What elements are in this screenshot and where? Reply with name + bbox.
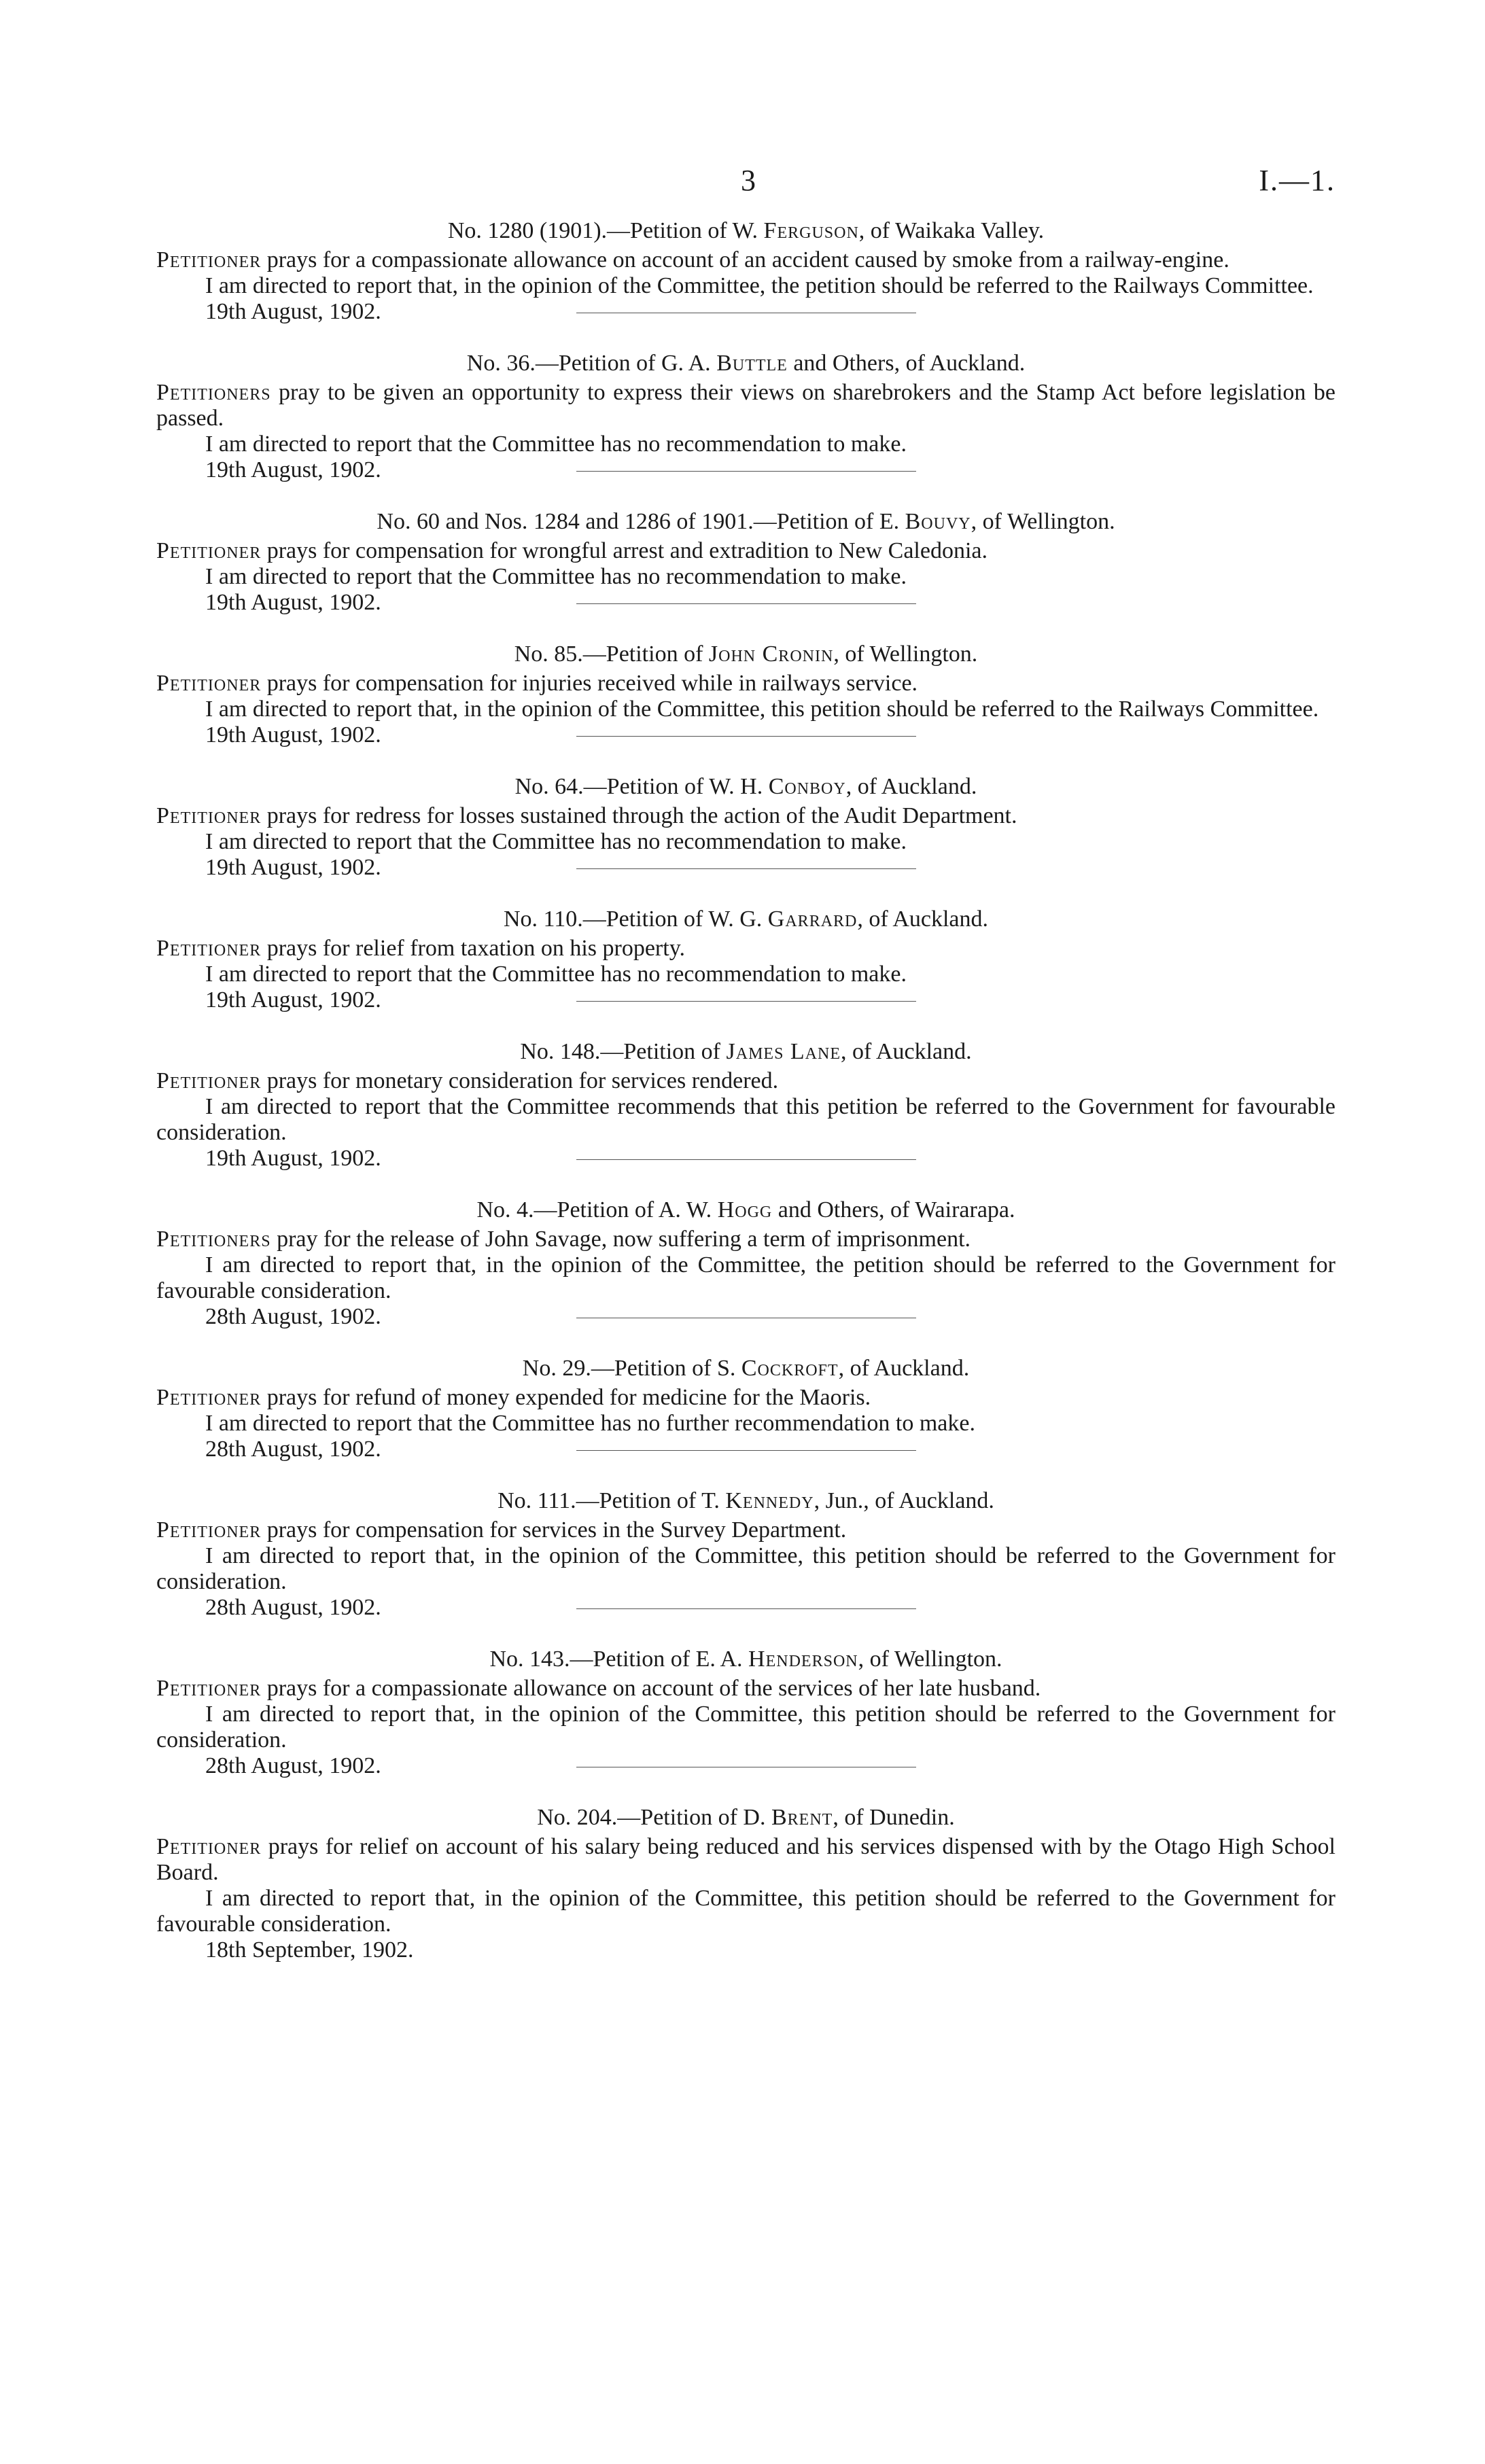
petition-prayer-text: prays for redress for losses sustained through the action of the Audit Department. xyxy=(261,803,1017,828)
petition-prayer-text: prays for compensation for injuries received while in railways service. xyxy=(261,671,918,696)
committee-report: I am directed to report that the Committee has no recommendation to make. xyxy=(205,962,907,987)
petition-lead-word: Petitioner xyxy=(156,1517,262,1543)
petition-title xyxy=(156,641,1335,668)
petition-title-prefix: No. 148.—Petition of xyxy=(520,1039,727,1064)
petition-title-suffix: , of Auckland. xyxy=(845,774,977,799)
committee-report: I am directed to report that, in the opinion of the Committee, this petition should be referred to the Government for consideration. xyxy=(156,1543,1335,1594)
petition-prayer-text: prays for relief from taxation on his property. xyxy=(261,936,685,961)
petition-prayer-text: prays for compensation for wrongful arrest and extradition to New Caledonia. xyxy=(261,538,988,563)
committee-report: I am directed to report that, in the opinion of the Committee, this petition should be referred to the Government for consideration. xyxy=(156,1702,1335,1753)
section-divider xyxy=(576,1159,916,1160)
petition-title xyxy=(156,906,1335,933)
report-date: 28th August, 1902. xyxy=(205,1304,381,1329)
committee-report: I am directed to report that, in the opinion of the Committee, the petition should be referred to the Government for favourable consideration. xyxy=(156,1252,1335,1303)
petition-lead-word: Petitioner xyxy=(156,1385,262,1410)
petition-lead-word: Petitioner xyxy=(156,247,262,272)
petitioner-name: John Cronin xyxy=(708,641,834,667)
petition-title-suffix: , of Auckland. xyxy=(857,907,989,932)
committee-report: I am directed to report that the Committee has no recommendation to make. xyxy=(205,829,907,854)
petition-title-suffix: , of Auckland. xyxy=(838,1356,970,1381)
petition-lead-word: Petitioner xyxy=(156,803,262,828)
section-divider xyxy=(576,1001,916,1002)
committee-report: I am directed to report that, in the opinion of the Committee, the petition should be referred to the Railways Committee. xyxy=(205,273,1314,298)
committee-report: I am directed to report that, in the opinion of the Committee, this petition should be referred to the Railways Committee. xyxy=(205,697,1319,722)
petition-prayer xyxy=(156,671,1335,697)
section-divider xyxy=(576,1450,916,1451)
petition-entry xyxy=(156,508,1335,641)
report-date: 28th August, 1902. xyxy=(205,1437,381,1462)
report-date: 28th August, 1902. xyxy=(205,1753,381,1778)
petition-title-prefix: No. 64.—Petition of W. H. xyxy=(514,774,769,799)
petition-title xyxy=(156,1355,1335,1382)
petition-entry xyxy=(156,350,1335,508)
section-gap xyxy=(156,325,1335,350)
committee-report: I am directed to report that the Committee has no recommendation to make. xyxy=(205,564,907,589)
petition-title-suffix: , of Wellington. xyxy=(858,1647,1002,1672)
petition-lead-word: Petitioner xyxy=(156,1068,262,1093)
section-gap xyxy=(156,1621,1335,1646)
petitioner-name: Henderson xyxy=(748,1647,858,1672)
document-reference: I.—1. xyxy=(1259,164,1335,197)
section-gap xyxy=(156,1780,1335,1804)
section-gap xyxy=(156,1172,1335,1197)
petition-prayer-text: pray for the release of John Savage, now suffering a term of imprisonment. xyxy=(270,1227,971,1252)
petition-prayer xyxy=(156,538,1335,564)
petition-lead-word: Petitioners xyxy=(156,380,271,405)
petition-lead-word: Petitioner xyxy=(156,671,262,696)
petition-title xyxy=(156,1197,1335,1224)
petition-prayer xyxy=(156,1227,1335,1252)
petition-entry xyxy=(156,641,1335,773)
petition-entry xyxy=(156,217,1335,350)
petitioner-name: Hogg xyxy=(717,1197,773,1222)
petition-title-suffix: , of Dunedin. xyxy=(833,1805,955,1830)
petition-title xyxy=(156,773,1335,800)
petition-list xyxy=(156,217,1335,1988)
section-divider xyxy=(576,603,916,604)
petition-entry xyxy=(156,1646,1335,1804)
petition-title-prefix: No. 204.—Petition of D. xyxy=(537,1805,771,1830)
report-date: 19th August, 1902. xyxy=(205,855,381,880)
petition-prayer xyxy=(156,1676,1335,1702)
petition-prayer-text: prays for refund of money expended for medicine for the Maoris. xyxy=(261,1385,871,1410)
petition-title xyxy=(156,217,1335,245)
section-gap xyxy=(156,881,1335,906)
petition-title-prefix: No. 143.—Petition of E. A. xyxy=(489,1647,749,1672)
petition-title-prefix: No. 29.—Petition of S. xyxy=(522,1356,741,1381)
committee-report: I am directed to report that the Committee has no further recommendation to make. xyxy=(205,1411,975,1436)
committee-report: I am directed to report that the Committee recommends that this petition be referred to the Government for favourable consideration. xyxy=(156,1094,1335,1145)
petition-entry xyxy=(156,1355,1335,1488)
section-divider xyxy=(576,736,916,737)
petition-entry xyxy=(156,906,1335,1038)
petition-prayer xyxy=(156,936,1335,962)
document-page xyxy=(156,163,1335,1988)
petition-title xyxy=(156,508,1335,535)
petition-title-suffix: , Jun., of Auckland. xyxy=(814,1488,994,1513)
petition-title-prefix: No. 85.—Petition of xyxy=(514,641,709,667)
section-gap xyxy=(156,1331,1335,1355)
section-gap xyxy=(156,1463,1335,1488)
section-divider xyxy=(576,471,916,472)
petitioner-name: Bouvy xyxy=(905,509,971,534)
petition-prayer-text: prays for compensation for services in the Survey Department. xyxy=(261,1517,847,1543)
petitioner-name: Ferguson xyxy=(763,218,859,243)
section-gap xyxy=(156,484,1335,508)
section-gap xyxy=(156,1014,1335,1038)
report-date: 19th August, 1902. xyxy=(205,590,381,615)
petition-lead-word: Petitioner xyxy=(156,936,262,961)
petition-prayer xyxy=(156,247,1335,273)
petition-lead-word: Petitioner xyxy=(156,1676,262,1701)
petition-prayer-text: prays for relief on account of his salary being reduced and his services dispensed with by the Otago High School Board. xyxy=(156,1834,1335,1885)
report-date: 19th August, 1902. xyxy=(205,457,381,482)
section-gap xyxy=(156,1963,1335,1988)
petition-prayer xyxy=(156,1517,1335,1543)
petitioner-name: Buttle xyxy=(716,351,788,376)
petition-lead-word: Petitioner xyxy=(156,1834,262,1859)
section-gap xyxy=(156,616,1335,641)
petition-title xyxy=(156,1038,1335,1066)
page-number: 3 xyxy=(741,164,756,197)
petition-lead-word: Petitioners xyxy=(156,1227,271,1252)
petition-prayer xyxy=(156,1834,1335,1886)
petition-title-suffix: , of Wellington. xyxy=(971,509,1115,534)
petition-entry xyxy=(156,1197,1335,1355)
section-gap xyxy=(156,749,1335,773)
report-date: 19th August, 1902. xyxy=(205,722,381,747)
page-header xyxy=(156,163,1335,217)
petition-entry xyxy=(156,1038,1335,1197)
report-date: 28th August, 1902. xyxy=(205,1595,381,1620)
section-divider xyxy=(576,1608,916,1609)
petition-prayer xyxy=(156,803,1335,829)
petition-prayer-text: pray to be given an opportunity to express their views on sharebrokers and the Stamp Act before legislation be passed. xyxy=(156,380,1335,431)
petitioner-name: Garrard xyxy=(767,907,858,932)
petition-title-prefix: No. 4.—Petition of A. W. xyxy=(476,1197,718,1222)
petition-title-prefix: No. 60 and Nos. 1284 and 1286 of 1901.—Petition of E. xyxy=(377,509,905,534)
petition-title-prefix: No. 110.—Petition of W. G. xyxy=(503,907,768,932)
committee-report: I am directed to report that, in the opinion of the Committee, this petition should be referred to the Government for favourable consideration. xyxy=(156,1886,1335,1937)
report-date: 18th September, 1902. xyxy=(205,1937,414,1963)
petition-title-suffix: and Others, of Wairarapa. xyxy=(772,1197,1015,1222)
petition-title-suffix: , of Wellington. xyxy=(833,641,978,667)
petition-prayer-text: prays for monetary consideration for services rendered. xyxy=(261,1068,779,1093)
petition-prayer-text: prays for a compassionate allowance on account of an accident caused by smoke from a railway-engine. xyxy=(261,247,1229,272)
report-date: 19th August, 1902. xyxy=(205,299,381,324)
petition-prayer xyxy=(156,380,1335,432)
petition-lead-word: Petitioner xyxy=(156,538,262,563)
petition-title-prefix: No. 36.—Petition of G. A. xyxy=(466,351,717,376)
report-date: 19th August, 1902. xyxy=(205,1146,381,1171)
petition-entry xyxy=(156,773,1335,906)
petitioner-name: Brent xyxy=(771,1805,833,1830)
petition-title-suffix: , of Waikaka Valley. xyxy=(858,218,1045,243)
petitioner-name: Cockroft xyxy=(741,1356,839,1381)
petition-title-suffix: , of Auckland. xyxy=(841,1039,972,1064)
petition-title xyxy=(156,1646,1335,1673)
petition-title-suffix: and Others, of Auckland. xyxy=(787,351,1026,376)
report-date: 19th August, 1902. xyxy=(205,987,381,1013)
petition-title-prefix: No. 1280 (1901).—Petition of W. xyxy=(447,218,764,243)
section-divider xyxy=(576,868,916,869)
petition-entry xyxy=(156,1488,1335,1646)
petition-title xyxy=(156,1804,1335,1831)
petitioner-name: James Lane xyxy=(726,1039,841,1064)
petition-title xyxy=(156,350,1335,377)
petitioner-name: Kennedy xyxy=(725,1488,814,1513)
petitioner-name: Conboy xyxy=(768,774,846,799)
petition-prayer xyxy=(156,1068,1335,1094)
committee-report: I am directed to report that the Committee has no recommendation to make. xyxy=(205,432,907,457)
petition-prayer-text: prays for a compassionate allowance on account of the services of her late husband. xyxy=(261,1676,1041,1701)
petition-title-prefix: No. 111.—Petition of T. xyxy=(497,1488,726,1513)
petition-title xyxy=(156,1488,1335,1515)
petition-entry xyxy=(156,1804,1335,1988)
petition-prayer xyxy=(156,1385,1335,1411)
